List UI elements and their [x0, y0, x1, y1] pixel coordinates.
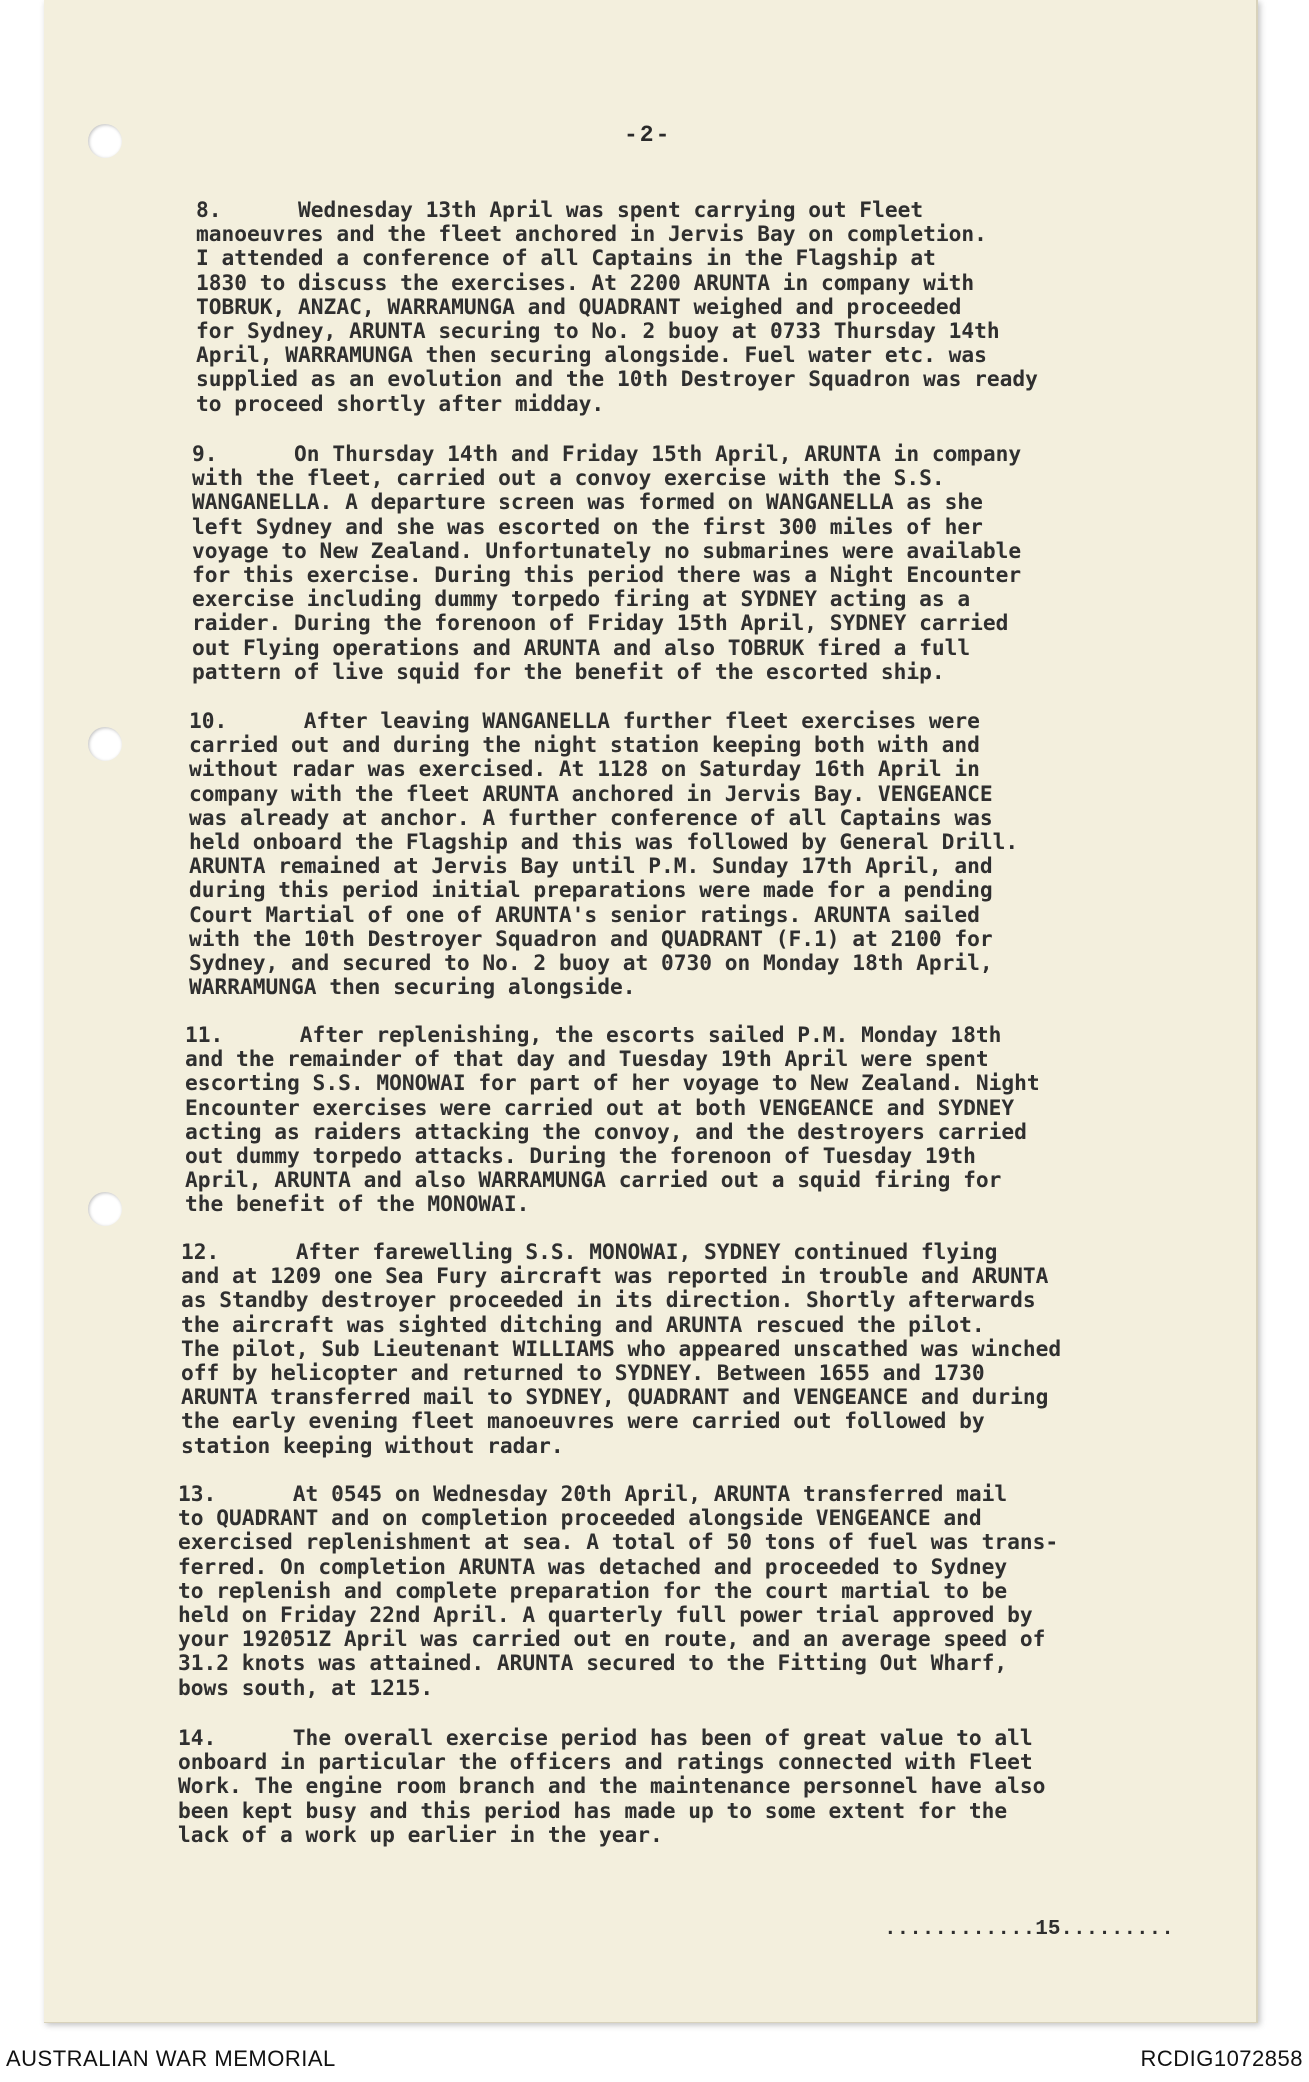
- paragraph-13: 13. At 0545 on Wednesday 20th April, ARUNTA transferred mail to QUADRANT and on completion proceeded alongside VENGEANCE and exercised replenishment at sea. A total of 50 tons of fuel was trans- ferred. On completion ARUNTA was detached and proceeded to Sydney to replenish and complete preparation for the court martial to be held on Friday 22nd April. A quarterly full power trial approved by your 192051Z April was carried out en route, and an average speed of 31.2 knots was attained. ARUNTA secured to the Fitting Out Wharf, bows south, at 1215.: [178, 1481, 1059, 1700]
- punch-hole-top: [88, 124, 122, 158]
- punch-hole-middle: [88, 727, 122, 761]
- page-number: -2-: [624, 122, 672, 148]
- punch-hole-bottom: [88, 1192, 122, 1226]
- paragraph-11: 11. After replenishing, the escorts sailed P.M. Monday 18th and the remainder of that day and Tuesday 19th April were spent escorting S.S. MONOWAI for part of her voyage to New Zealand. Night Encounter exercises were carried out at both VENGEANCE and SYDNEY acting as raiders attacking the convoy, and the destroyers carried out dummy torpedo attacks. During the forenoon of Tuesday 19th April, ARUNTA and also WARRAMUNGA carried out a squid firing for the benefit of the MONOWAI.: [185, 1022, 1040, 1217]
- paragraph-12: 12. After farewelling S.S. MONOWAI, SYDNEY continued flying and at 1209 one Sea Fury aircraft was reported in trouble and ARUNTA as Standby destroyer proceeded in its direction. Shortly afterwards the aircraft was sighted ditching and ARUNTA rescued the pilot. The pilot, Sub Lieutenant WILLIAMS who appeared unscathed was winched off by helicopter and returned to SYDNEY. Between 1655 and 1730 ARUNTA transferred mail to SYDNEY, QUADRANT and VENGEANCE and during the early evening fleet manoeuvres were carried out followed by station keeping without radar.: [181, 1239, 1062, 1458]
- document-page: [44, 0, 1258, 2023]
- paragraph-8: 8. Wednesday 13th April was spent carrying out Fleet manoeuvres and the fleet anchored in Jervis Bay on completion. I attended a conference of all Captains in the Flagship at 1830 to discuss the exercises. At 2200 ARUNTA in company with TOBRUK, ANZAC, WARRAMUNGA and QUADRANT weighed and proceeded for Sydney, ARUNTA securing to No. 2 buoy at 0733 Thursday 14th April, WARRAMUNGA then securing alongside. Fuel water etc. was supplied as an evolution and the 10th Destroyer Squadron was ready to proceed shortly after midday.: [196, 197, 1038, 416]
- footer-institution: AUSTRALIAN WAR MEMORIAL: [6, 2046, 336, 2071]
- continuation-marker: ............15.........: [884, 1918, 1174, 1941]
- footer-record-id: RCDIG1072858: [1140, 2046, 1303, 2071]
- paragraph-14: 14. The overall exercise period has been of great value to all onboard in particular the officers and ratings connected with Fleet Work. The engine room branch and the maintenance personnel have also been kept busy and this period has made up to some extent for the lack of a work up earlier in the year.: [178, 1725, 1046, 1847]
- paragraph-10: 10. After leaving WANGANELLA further fleet exercises were carried out and during the night station keeping both with and without radar was exercised. At 1128 on Saturday 16th April in company with the fleet ARUNTA anchored in Jervis Bay. VENGEANCE was already at anchor. A further conference of all Captains was held onboard the Flagship and this was followed by General Drill. ARUNTA remained at Jervis Bay until P.M. Sunday 17th April, and during this period initial preparations were made for a pending Court Martial of one of ARUNTA's senior ratings. ARUNTA sailed with the 10th Destroyer Squadron and QUADRANT (F.1) at 2100 for Sydney, and secured to No. 2 buoy at 0730 on Monday 18th April, WARRAMUNGA then securing alongside.: [189, 708, 1019, 1000]
- paragraph-9: 9. On Thursday 14th and Friday 15th April, ARUNTA in company with the fleet, carried out a convoy exercise with the S.S. WANGANELLA. A departure screen was formed on WANGANELLA as she left Sydney and she was escorted on the first 300 miles of her voyage to New Zealand. Unfortunately no submarines were available for this exercise. During this period there was a Night Encounter exercise including dummy torpedo firing at SYDNEY acting as a raider. During the forenoon of Friday 15th April, SYDNEY carried out Flying operations and ARUNTA and also TOBRUK fired a full pattern of live squid for the benefit of the escorted ship.: [192, 441, 1022, 684]
